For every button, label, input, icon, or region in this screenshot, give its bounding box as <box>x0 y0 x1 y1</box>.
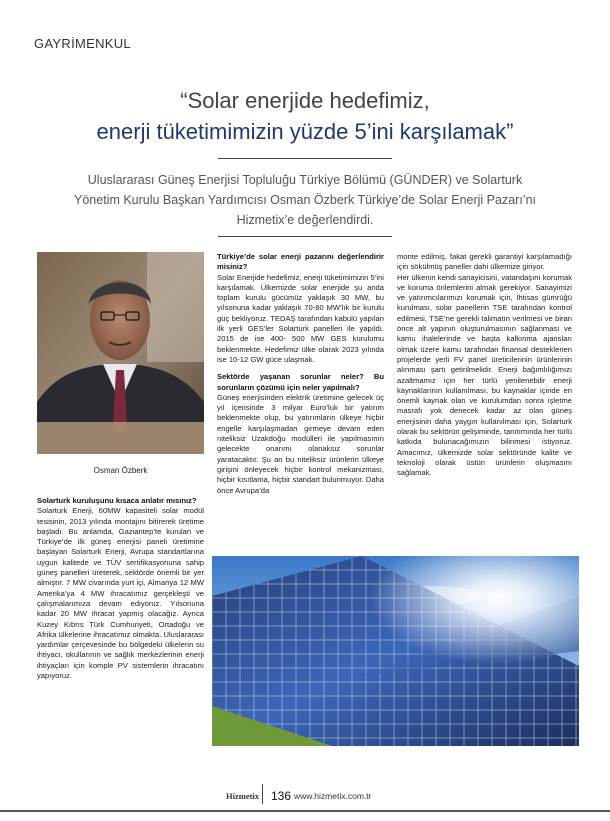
question-market: Türkiye’de solar enerji pazarını değerlendirir misiniz? <box>217 252 384 272</box>
article-column-right <box>397 252 572 479</box>
paragraph-gap <box>217 365 384 372</box>
footer-separator <box>262 784 263 804</box>
answer-solutions: Her ülkenin kendi sanayicisini, vatandaşını korumak ve koruma önlemlerini almak gerekiyor. Sanayimizi ve yatırımcılarımızı korumak için, İhtisas gümrüğü kurulması, solar panellerin TSE tarafından kontrol edilmesi, TSE’ne gerekli talimatın verilmesi ve biran önce alt yapının oluşturulmasının sağlanması ve kamu ihalelerinde ve başta kalkınma ajansları olmak üzere kamu tarafından finansal desteklenen projelerde yerli FV panel üreticilerinin ürünlerinin alınması şartı getirilmelidir. Enerji bağımlılığımızı azaltmamız için her türlü yenilenebilir enerji kaynaklarının kullanılması, bu kaynaklar içinde en önemli kaynak olan ve kurulumdan sonra işletme masrafı yok denecek kadar az olan güneş enerjisinin daha yaygın kullanılması için, Solarturk olarak bu sektörün gelişiminde, tanıtımında her türlü katkıda bulunacağımızın bilinmesi istiyoruz. Amacımız, ülkemizde solar sektöründe kalite ve teknoloji olarak üstün ürünlerin oluşmasını sağlamak. <box>397 272 572 478</box>
headline-line-1: “Solar enerjide hedefimiz, <box>180 88 430 113</box>
article-column-middle <box>217 252 384 496</box>
portrait-photo <box>37 252 204 454</box>
photo-caption: Osman Özberk <box>93 466 148 475</box>
answer-problems-continued: monte edilmiş, fakat gerekli garantiyi karşılamadığı için sökülmüş paneller dahi ülkemize giriyor. <box>397 252 572 272</box>
footer-url[interactable]: www.hizmetix.com.tr <box>294 791 372 801</box>
article-column-left <box>37 496 204 681</box>
lead-line-1: Uluslararası Güneş Enerjisi Topluluğu Türkiye Bölümü (GÜNDER) ve Solarturk <box>87 173 523 187</box>
page-number: 136 <box>271 789 292 803</box>
answer-company: Solarturk Enerji, 60MW kapasiteli solar modül tesisinin, 2013 yılında montajını bitirerek üretime başladı. Bu anlamda, Gaziantep’te kurulan ve Türkiye’de ilk güneş enerjisi paneli üretimine başlayan Solarturk Enerji, Avrupa standartlarına uygun kalitede ve TÜV sertifikasyonuna sahip güneş panelleri üreterek, sektörde önemli bir yer almıştır. 7 MW civarında yurt içi, Almanya 12 MW Amerika’ya 4 MW ihracatımız gerçekleşti ve çalışmalarımıza devam ediyoruz. Yılsonuna kadar 20 MW ihracat yapmış olacağız. Ayrıca Kuzey Kıbrıs Türk Cumhuriyeti, Ortadoğu ve Afrika ülkelerine ihracatımız olmakta. Uluslararası yardımlar çerçevesinde bu bölgedeki ülkelerin su ihtiyacı, okullarının ve sağlık merkezlerinin enerji ihtiyaçları için komple PV sistemlerin ihracatını yapıyoruz. <box>37 506 204 681</box>
answer-problems: Güneş enerjisinden elektrik üretimine gelecek üç yıl içerisinde 3 milyar Euro’luk bir yatırım beklenmekte olup, bu yatırımların ülkeye hiçbir engelle karşılaşmadan girmeye devam eden niteliksiz Uzakdoğu modülleri ile yapılmasının gelecekte onarımı olanaksız sorunlar yaratacaktır. Şu an bu niteliksiz ürünlerin ülkeye girişini önleyecek hiçbir kontrol mekanizması, hiçbir kısıtlama, hiçbir standart bulunmuyor. Daha önce Avrupa’da <box>217 392 384 495</box>
question-problems: Sektörde yaşanan sorunlar neler? Bu sorunların çözümü için neler yapılmalı? <box>217 372 384 392</box>
headline-line-2: enerji tüketimimizin yüzde 5’ini karşılamak” <box>96 119 514 144</box>
lead-line-2: Yönetim Kurulu Başkan Yardımcısı Osman Özberk Türkiye’de Solar Enerji Pazarı’nı <box>74 193 536 207</box>
lead-rule-bottom <box>218 236 392 237</box>
footer-rule <box>0 810 610 812</box>
answer-market: Solar Enerjide hedefimiz, enerji tüketimimizin 5’ini karşılamak. Ülkemizde solar enerjide şu anda toplam kurulu gücümüz yaklaşık 30 MW, bu yılsonuna kadar yaklaşık 70-80 MW’lık bir kurulu güç bekliyoruz. TEDAŞ tarafından kabulü yapılan ilk yerli GES’ler Solarturk panelleri ile yapıldı. 2015 de ise 400- 500 MW GES kurulumu beklenmekte. Hedefimiz ülke olarak 2023 yılında ise 10-12 GW güce ulaşmak. <box>217 272 384 364</box>
footer-brand: Hizmetix <box>226 791 260 801</box>
solar-panel-photo <box>212 556 579 746</box>
lead-paragraph <box>50 170 560 230</box>
headline-rule-top <box>218 158 392 159</box>
section-label: GAYRİMENKUL <box>34 36 131 51</box>
question-company: Solarturk kuruluşunu kısaca anlatır mısınız? <box>37 496 197 505</box>
lead-line-3: Hizmetix’e değerlendirdi. <box>236 213 374 227</box>
